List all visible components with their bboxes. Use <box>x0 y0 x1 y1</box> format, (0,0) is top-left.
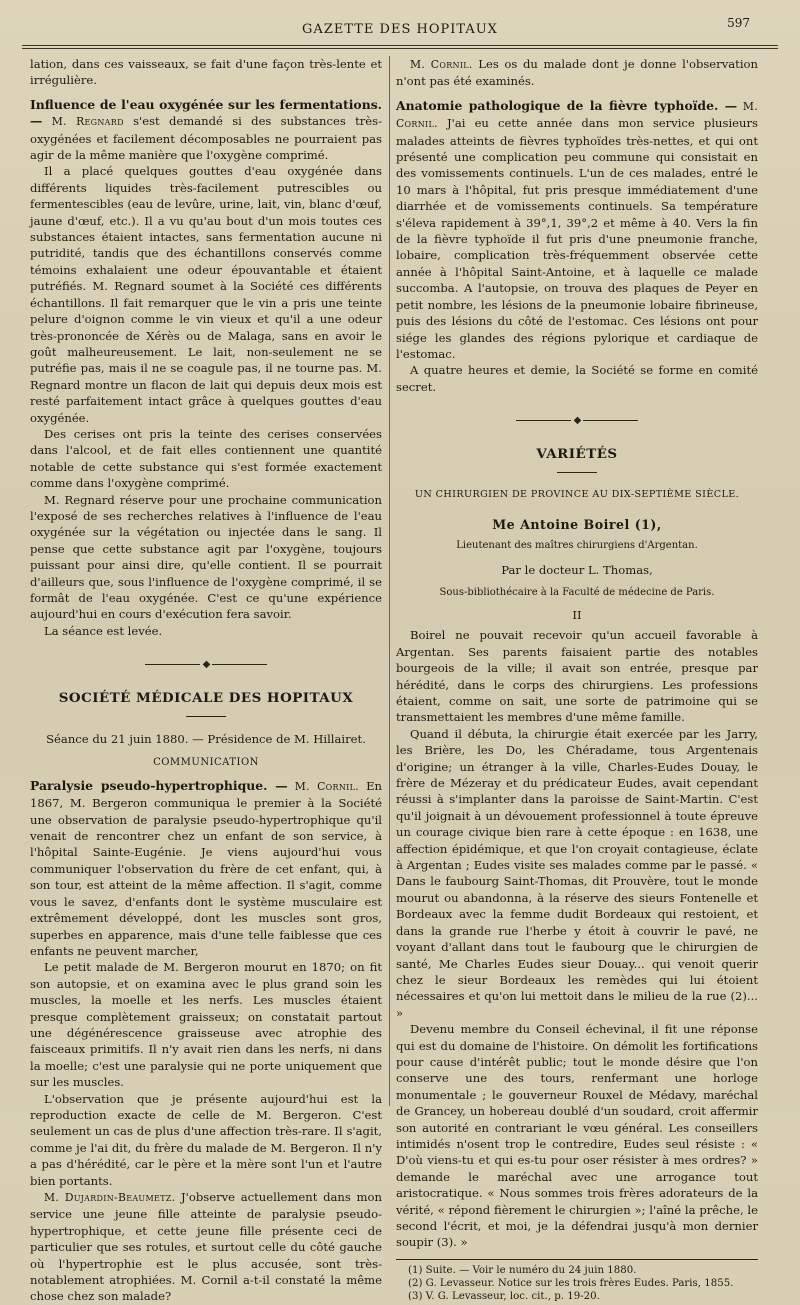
article-cornil <box>30 778 382 959</box>
paragraph: La séance est levée. <box>44 623 163 638</box>
author-name: M. Cornil. <box>396 99 759 131</box>
society-title: SOCIÉTÉ MÉDICALE DES HOPITAUX <box>58 689 354 706</box>
paragraph <box>396 56 758 90</box>
section-heading: Anatomie pathologique de la fièvre typhoïde. — <box>396 97 738 113</box>
author-name: M. Dujardin-Beaumetz. <box>44 1191 176 1204</box>
ornament-divider: ◆ <box>396 413 758 429</box>
paragraph-text: J'ai eu cette année dans mon service plusieurs malades atteints de fièvres typhoïdes très-nettes, et qui ont présenté une complication peu commune qui consistait en des vomissements continuels. L'un de ces malades, entré le 10 mars à l'hôpital, fut pris presque immédiatement d'une diarrhée et de vomissements continuels. Sa température s'éleva rapidement à 39°,1, 39°,2 et même à 40. Vers la fin de la fièvre typhoïde il fut pris d'une pneumonie franche, lobaire, complication très-fréquemment observée cette année à l'hôpital Saint-Antoine, et à laquelle ce malade succomba. A l'autopsie, on trouva des plaques de Peyer en petit nombre, les lésions de la pneumonie lobaire fibrineuse, puis des lésions du côté de l'estomac. Ces lésions ont pour siége les glandes des régions pylorique et cardiaque de l'estomac. <box>396 116 758 361</box>
person-name: Me Antoine Boirel (1), <box>492 517 662 533</box>
footnotes <box>396 1259 758 1304</box>
article-regnard <box>30 97 382 164</box>
page-number: 597 <box>727 16 750 30</box>
paragraph-text: s'est demandé si des substances très-oxygénées et facilement décomposables ne pourraient pas agir de la même manière que l'oxygène comprimé. <box>30 114 383 163</box>
paragraph-text: En 1867, M. Bergeron communiqua le premier à la Société une observation de paralysie pseudo-hypertrophique qu'il venait de rencontrer chez un enfant de son service, à l'hôpital Sainte-Eugénie. Je viens aujourd'hui vous communiquer l'observation du frère de cet enfant, qui, à son tour, est atteint de la même affection. Il s'agit, comme vous le savez, d'enfants dont le système musculaire est extrêmement développé, dont les muscles sont gros, superbes en apparence, mais d'une telle faiblesse que ces enfants ne peuvent marcher, <box>30 778 383 958</box>
paragraph-text: J'observe actuellement dans mon service une jeune fille atteinte de paralysie pseudo-hypertrophique, et cette jeune fille présente ceci de particulier que ses rotules, et surtout celle du côté gauche où l'hypertrophie est le plus accusée, sont très-notablement atrophiées. M. Cornil a-t-il constaté la même chose chez son malade? <box>30 1190 382 1304</box>
header-rule <box>22 45 778 49</box>
right-column <box>396 56 758 1303</box>
footnote: (2) G. Levasseur. Notice sur les trois frères Eudes. Paris, 1855. <box>408 1278 734 1290</box>
paragraph: lation, dans ces vaisseaux, se fait d'une façon très-lente et irrégulière. <box>30 57 382 88</box>
paragraph: Devenu membre du Conseil échevinal, il fit une réponse qui est du domaine de l'histoire. On démolit les fortifications pour cause d'intérêt public; tout le monde désire que l'on conserve une des tours, renfermant une horloge monumentale ; le gouverneur Rouxel de Médavy, maréchal de Grancey, un hobereau doublé d'un soudard, croit affermir son autorité en contrariant le vœu général. Les conseillers intimidés n'osent trop le contredire, Eudes seul résiste : « D'où viens-tu et qui es-tu pour oser résister à mes ordres? » demande le maréchal avec une arrogance tout aristocratique. « Nous sommes trois frères adorateurs de la vérité, « répond fièrement le chirurgien »; l'aîné la prêche, le second l'écrit, et moi, je la défendrai jusqu'à mon dernier soupir (3). » <box>396 1022 758 1250</box>
paragraph: Il a placé quelques gouttes d'eau oxygénée dans différents liquides très-facilement putrescibles ou fermentescibles (eau de levûre, urine, lait, vin, blanc d'œuf, jaune d'œuf, etc.). Il a vu qu'au bout d'un mois toutes ces substances étaient intactes, sans fermentation aucune ni putridité, tandis que des échantillons conservés comme témoins exhalaient une odeur épouvantable et étaient putréfiés. M. Regnard soumet à la Société ces différents échantillons. Il fait remarquer que le vin a pris une teinte pelure d'oignon comme le vin vieux et qu'il a une odeur très-prononcée de Xérès ou de Malaga, sans en avoir le goût malheureusement. Le lait, non-seulement ne se putréfie pas, mais il ne se coagule pas, il ne tourne pas. M. Regnard montre un flacon de lait qui depuis deux mois est resté parfaitement intact grâce à quelques gouttes d'eau oxygénée. <box>30 164 382 425</box>
paragraph: Quand il débuta, la chirurgie était exercée par les Jarry, les Brière, les Do, les Chéradame, tous Argentenais d'origine; un étranger à la ville, Charles-Eudes Douay, le frère de Mézeray et du prédicateur Eudes, avait cependant réussi à s'implanter dans la paroisse de Saint-Martin. C'est qu'il joignait à un dévouement professionnel à toute épreuve un courage civique bien rare à cette époque : en 1638, une affection épidémique, et que l'on croyait contagieuse, éclate à Argentan ; Eudes visite ses malades comme par le passé. « Dans le faubourg Saint-Thomas, dit Prouvère, tout le monde mourut ou abandonna, à la réserve des sieurs Fontenelle et Bordeaux avec la femme dudit Bordeaux qui restoient, et dans la grande rue l'herbe y étoit à couvrir le pavé, ne voyant d'allant dans tout le faubourg que le chirurgien de santé, Me Charles Eudes sieur Douay... qui venoit querir chez le sieur Bordeaux les remèdes qui lui étoient nécessaires et qu'on lui mettoit dans le milieu de la rue (2)... » <box>396 726 758 1020</box>
paragraph: M. Regnard réserve pour une prochaine communication l'exposé de ses recherches relatives à l'influence de l'eau oxygénée sur la végétation ou injectée dans le sang. Il pense que cette substance agit par l'oxygène, toujours puissant pour ainsi dire, qu'elle contient. Il se pourrait d'ailleurs que, sous l'influence de l'oxygène comprimé, il se formât de l'eau oxygénée. C'est ce qu'une expérience aujourd'hui en cours d'exécution fera savoir. <box>30 492 382 622</box>
paragraph-text: Les os du malade dont je donne l'observation n'ont pas été examinés. <box>396 57 758 89</box>
ornament-divider: ◆ <box>30 657 382 673</box>
paragraph: Des cerises ont pris la teinte des cerises conservées dans l'alcool, et de fait elles contiennent une quantité notable de cette substance qui s'est formée exactement comme dans l'oxygène comprimé. <box>30 426 382 491</box>
byline-role: Sous-bibliothécaire à la Faculté de médecine de Paris. <box>439 586 715 598</box>
short-rule <box>186 716 226 717</box>
column-divider <box>389 56 390 1106</box>
feature-subtitle: UN CHIRURGIEN DE PROVINCE AU DIX-SEPTIÈME SIÈCLE. <box>414 488 740 500</box>
section-heading: Influence de l'eau oxygénée sur les fermentations. — <box>30 96 382 129</box>
paragraph: A quatre heures et demie, la Société se forme en comité secret. <box>396 363 758 394</box>
author-name: M. Cornil. <box>294 779 359 793</box>
paragraph: Le petit malade de M. Bergeron mourut en 1870; on fit son autopsie, et on examina avec le plus grand soin les muscles, la moelle et les nerfs. Les muscles étaient presque complètement graisseux; on constatait partout une dégénérescence graisseuse avec atrophie des faisceaux primitifs. Il n'y avait rien dans les nerfs, ni dans la moelle; c'est une paralysie qui ne porte uniquement que sur les muscles. <box>30 960 382 1090</box>
section-number: II <box>572 607 582 622</box>
person-role: Lieutenant des maîtres chirurgiens d'Argentan. <box>456 539 698 551</box>
paragraph: Boirel ne pouvait recevoir qu'un accueil favorable à Argentan. Ses parents faisaient partie des notables bourgeois de la ville; il avait son entrée, presque par hérédité, dans le corps des chirurgiens. Les professions étaient, comme on sait, une sorte de patrimoine qui se transmettaient les membres d'une même famille. <box>396 628 758 725</box>
footnote: (3) V. G. Levasseur, loc. cit., p. 19-20. <box>408 1291 600 1303</box>
varietes-title: VARIÉTÉS <box>536 445 618 462</box>
session-line: Séance du 21 juin 1880. — Présidence de M. Hillairet. <box>46 732 366 747</box>
author-name: M. Cornil. <box>410 58 473 71</box>
left-column <box>30 56 382 1305</box>
section-heading: Paralysie pseudo-hypertrophique. — <box>30 777 288 793</box>
byline: Par le docteur L. Thomas, <box>501 563 653 578</box>
short-rule <box>557 472 597 473</box>
footnote: (1) Suite. — Voir le numéro du 24 juin 1880. <box>408 1264 637 1276</box>
paragraph <box>30 1189 382 1305</box>
author-name: M. Regnard <box>51 115 124 129</box>
paragraph: L'observation que je présente aujourd'hui est la reproduction exacte de celle de M. Bergeron. C'est seulement un cas de plus d'une affection très-rare. Il s'agit, comme je l'ai dit, du frère du malade de M. Bergeron. Il n'y a pas d'hérédité, car le père et la mère sont l'un et l'autre bien portants. <box>30 1091 382 1188</box>
communication-label: COMMUNICATION <box>153 757 259 769</box>
article-typhoid <box>396 98 758 363</box>
journal-title: GAZETTE DES HOPITAUX <box>302 22 498 37</box>
